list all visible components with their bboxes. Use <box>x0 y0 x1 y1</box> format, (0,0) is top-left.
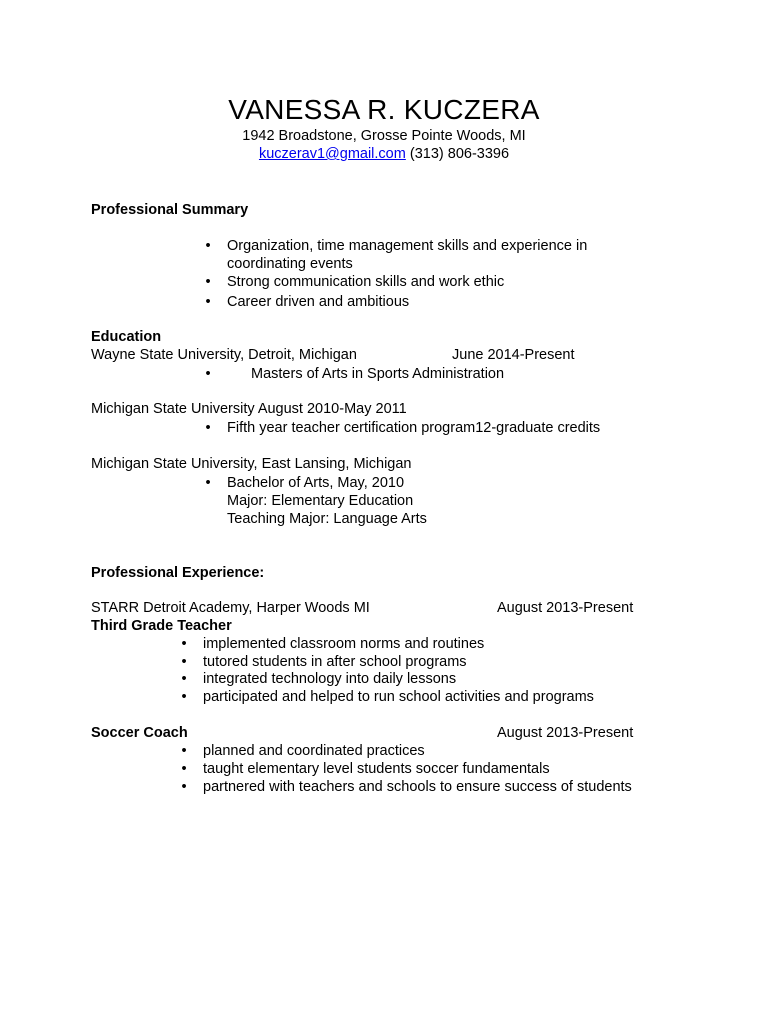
bullet-marker: • <box>181 671 187 687</box>
job-title: Soccer Coach <box>91 725 188 741</box>
education-detail: Teaching Major: Language Arts <box>227 511 427 527</box>
bullet-marker: • <box>181 654 187 670</box>
job-dates: August 2013-Present <box>497 725 634 741</box>
summary-item: Organization, time management skills and experience in <box>227 238 588 254</box>
bullet-marker: • <box>181 761 187 777</box>
experience-heading: Professional Experience: <box>91 565 265 581</box>
job-duty: implemented classroom norms and routines <box>203 636 485 652</box>
education-school: Wayne State University, Detroit, Michigan <box>91 347 357 363</box>
phone-number: (313) 806-3396 <box>409 146 510 162</box>
job-duty: planned and coordinated practices <box>203 743 425 759</box>
email-link[interactable]: kuczerav1@gmail.com <box>258 146 406 162</box>
education-detail: Major: Elementary Education <box>227 493 414 509</box>
bullet-marker: • <box>205 366 211 382</box>
address: 1942 Broadstone, Grosse Pointe Woods, MI <box>242 128 526 144</box>
education-detail: Fifth year teacher certification program12-graduate credits <box>227 420 601 436</box>
summary-item-continuation: coordinating events <box>227 256 353 272</box>
job-duty: participated and helped to run school activities and programs <box>203 689 594 705</box>
bullet-marker: • <box>181 689 187 705</box>
bullet-marker: • <box>205 475 211 491</box>
bullet-marker: • <box>205 294 211 310</box>
job-duty: taught elementary level students soccer fundamentals <box>203 761 550 777</box>
education-dates: June 2014-Present <box>452 347 575 363</box>
education-detail: Bachelor of Arts, May, 2010 <box>227 475 405 491</box>
job-duty: partnered with teachers and schools to ensure success of students <box>203 779 632 795</box>
resume-name: VANESSA R. KUCZERA <box>228 94 540 125</box>
education-heading: Education <box>91 329 162 345</box>
bullet-marker: • <box>205 420 211 436</box>
summary-item: Career driven and ambitious <box>227 294 410 310</box>
job-duty: integrated technology into daily lessons <box>203 671 457 687</box>
bullet-marker: • <box>181 743 187 759</box>
bullet-marker: • <box>205 274 211 290</box>
job-dates: August 2013-Present <box>497 600 634 616</box>
education-detail: Masters of Arts in Sports Administration <box>251 366 505 382</box>
job-duty: tutored students in after school programs <box>203 654 467 670</box>
education-school: Michigan State University August 2010-May 2011 <box>91 401 407 417</box>
bullet-marker: • <box>181 636 187 652</box>
summary-item: Strong communication skills and work ethic <box>227 274 505 290</box>
job-employer: STARR Detroit Academy, Harper Woods MI <box>91 600 370 616</box>
education-school: Michigan State University, East Lansing, Michigan <box>91 456 412 472</box>
bullet-marker: • <box>181 779 187 795</box>
summary-heading: Professional Summary <box>91 202 249 218</box>
contact-line <box>0 145 768 163</box>
bullet-marker: • <box>205 238 211 254</box>
job-title: Third Grade Teacher <box>91 618 232 634</box>
